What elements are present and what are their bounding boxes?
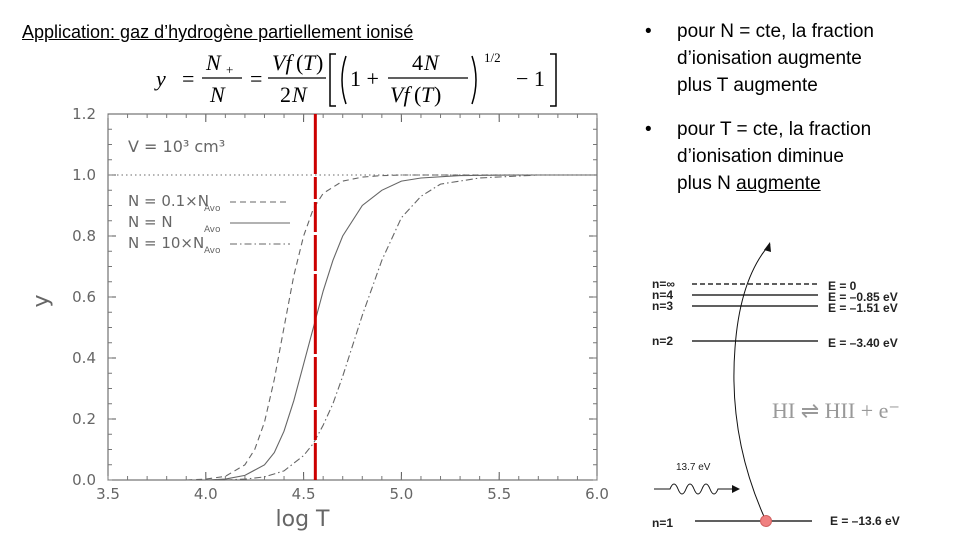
- legend-label: N = 10×N: [128, 234, 205, 252]
- x-tick-label: 4.0: [193, 485, 218, 503]
- bullet-line: d’ionisation diminue: [677, 146, 844, 167]
- bullet-item: [645, 18, 945, 99]
- photon-arrowhead-icon: [732, 485, 740, 493]
- ionization-arrow: [734, 244, 770, 521]
- x-tick-label: 5.0: [389, 485, 414, 503]
- x-tick-label: 5.5: [487, 485, 512, 503]
- y-tick-label: 0.6: [72, 288, 96, 306]
- svg-text:1/2: 1/2: [484, 50, 501, 65]
- svg-text:T: T: [303, 50, 316, 75]
- y-tick-label: 0.2: [72, 410, 96, 428]
- volume-annotation: V = 10³ cm³: [128, 137, 226, 156]
- legend-subscript: Avo: [204, 225, 221, 235]
- level-energy-label: E = 0: [828, 279, 857, 293]
- level-energy-label: E = –0.85 eV: [828, 290, 898, 304]
- legend-label: N = 0.1×N: [128, 192, 209, 210]
- plot-frame: [108, 114, 597, 480]
- svg-text:2: 2: [280, 82, 291, 107]
- bullet-line: d’ionisation augmente: [677, 48, 862, 69]
- electron-dot: [761, 516, 772, 527]
- reaction-equation: HI ⇌ HII + e⁻: [772, 398, 900, 423]
- svg-text:+: +: [226, 62, 234, 77]
- legend-subscript: Avo: [204, 204, 221, 214]
- svg-text:1 +: 1 +: [350, 66, 379, 91]
- x-axis-label: log T: [275, 507, 330, 532]
- x-tick-label: 4.5: [291, 485, 316, 503]
- bullet-list: [645, 18, 945, 214]
- photon-energy-label: 13.7 eV: [676, 462, 711, 473]
- svg-text:4: 4: [412, 50, 423, 75]
- level-energy-label: E = –13.6 eV: [830, 514, 900, 528]
- y-tick-label: 0.8: [72, 227, 96, 245]
- svg-text:(: (: [414, 82, 422, 107]
- bullet-marker: •: [645, 21, 652, 42]
- svg-text:N: N: [424, 50, 439, 75]
- svg-text:Vf: Vf: [390, 82, 410, 107]
- svg-text:− 1: − 1: [516, 66, 545, 91]
- slide-title: Application: gaz d’hydrogène partiellement ionisé: [22, 22, 414, 42]
- svg-text:): ): [434, 82, 442, 107]
- svg-text:N: N: [210, 82, 225, 107]
- energy-level-diagram: [640, 238, 950, 538]
- bullet-line: [677, 170, 945, 197]
- level-n-label: n=∞: [652, 277, 675, 291]
- bullet-line: pour T = cte, la fraction: [677, 119, 872, 140]
- level-n-label: n=4: [652, 288, 674, 302]
- level-energy-label: E = –3.40 eV: [828, 336, 898, 350]
- level-n-label: n=3: [652, 299, 674, 313]
- level-energy-label: E = –1.51 eV: [828, 301, 898, 315]
- svg-text:N: N: [292, 82, 307, 107]
- y-tick-label: 1.2: [72, 105, 96, 123]
- x-tick-label: 6.0: [585, 485, 609, 503]
- y-tick-label: 0.4: [72, 349, 96, 367]
- bullet-text: plus T augmente: [677, 75, 818, 96]
- level-n-label: n=1: [652, 516, 674, 530]
- bullet-line: [677, 72, 945, 99]
- svg-text:=: =: [182, 66, 195, 91]
- bullet-line: pour N = cte, la fraction: [677, 21, 874, 42]
- y-tick-label: 1.0: [72, 166, 96, 184]
- svg-text:N: N: [206, 50, 221, 75]
- svg-text:(: (: [296, 50, 304, 75]
- svg-text:=: =: [250, 66, 263, 91]
- svg-text:T: T: [421, 82, 434, 107]
- legend-subscript: Avo: [204, 246, 221, 256]
- ionization-chart: [0, 100, 620, 540]
- y-tick-label: 0.0: [72, 471, 96, 489]
- svg-text:): ): [316, 50, 324, 75]
- x-tick-label: 3.5: [96, 485, 120, 503]
- legend-label: N = N: [128, 213, 173, 231]
- photon-wave-icon: [654, 484, 732, 494]
- level-n-label: n=2: [652, 334, 674, 348]
- svg-text:Vf: Vf: [272, 50, 292, 75]
- svg-text:y: y: [156, 66, 166, 91]
- bullet-underlined-text: augmente: [736, 173, 821, 194]
- y-axis-label: y: [29, 294, 54, 308]
- bullet-text: plus N: [677, 173, 737, 194]
- bullet-item: [645, 116, 945, 197]
- bullet-marker: •: [645, 119, 652, 140]
